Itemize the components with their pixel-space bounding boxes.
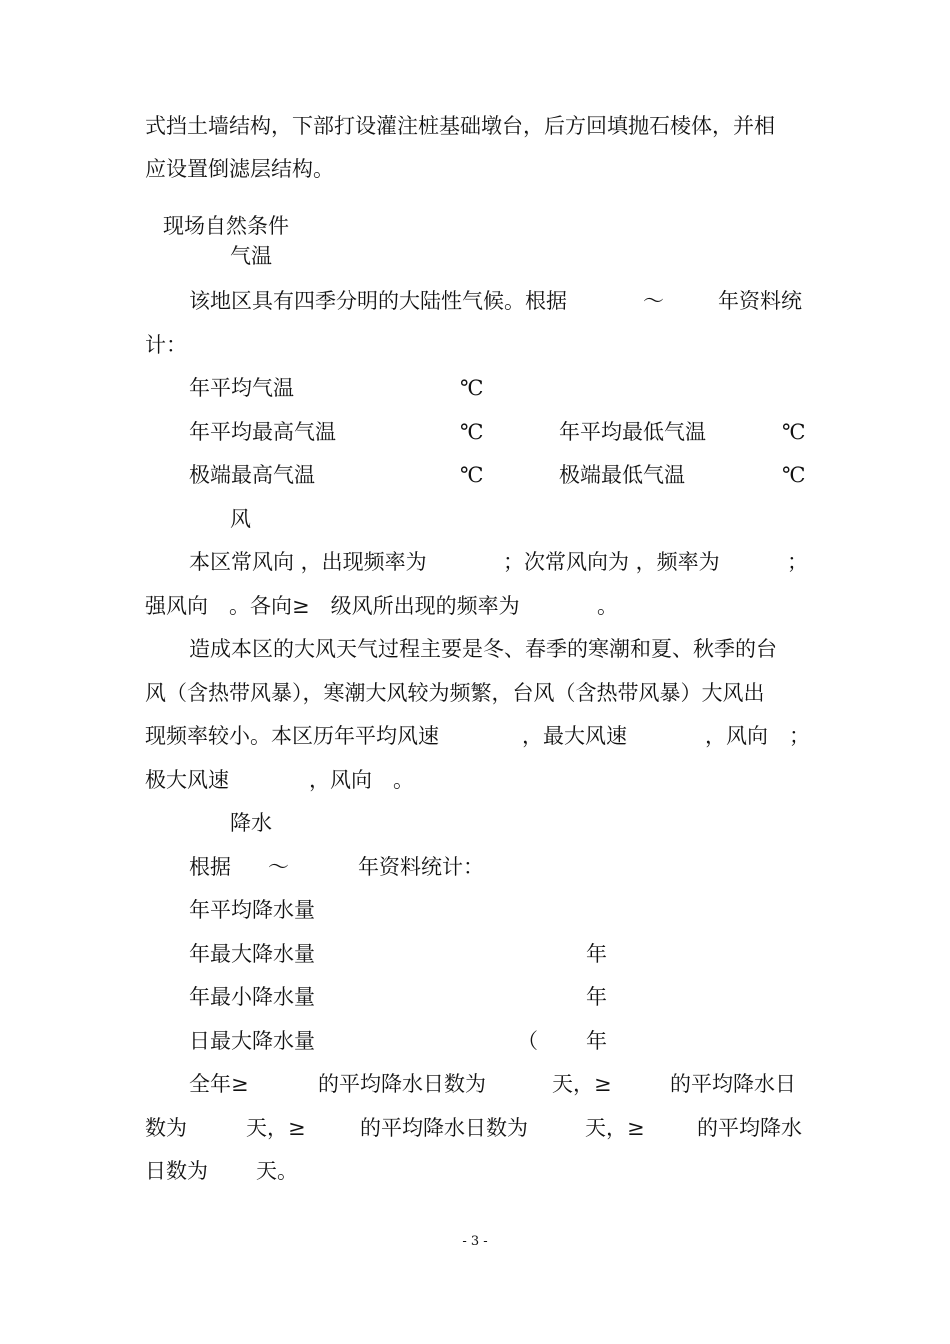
daily-max-precip-paren: （ bbox=[517, 1029, 538, 1053]
precip-days-line2-b: 天，≥ bbox=[246, 1116, 306, 1140]
wind-p1-line1-c: ； bbox=[787, 550, 808, 574]
avg-low-temp-unit: ℃ bbox=[782, 420, 806, 444]
annual-max-precip-year: 年 bbox=[586, 942, 607, 966]
avg-high-temp-label: 年平均最高气温 bbox=[189, 420, 336, 444]
temperature-intro-b: 年资料统 bbox=[718, 289, 802, 313]
precip-days-line1-d: 的平均降水日 bbox=[670, 1072, 796, 1096]
intro-line-2: 应设置倒滤层结构。 bbox=[145, 157, 334, 181]
precip-days-line2-a: 数为 bbox=[145, 1116, 187, 1140]
page-number: - 3 - bbox=[462, 1234, 488, 1249]
annual-max-precip-label: 年最大降水量 bbox=[189, 942, 315, 966]
wind-p1-line2-b: 。 bbox=[597, 594, 618, 618]
precip-days-line1-c: 天，≥ bbox=[552, 1072, 612, 1096]
precip-days-line2-e: 的平均降水 bbox=[697, 1116, 802, 1140]
extreme-high-temp-label: 极端最高气温 bbox=[189, 463, 315, 487]
wind-p2-line4-b: ，风向 。 bbox=[309, 768, 414, 792]
extreme-low-temp-label: 极端最低气温 bbox=[559, 463, 685, 487]
wind-p2-line2: 风（含热带风暴），寒潮大风较为频繁，台风（含热带风暴）大风出 bbox=[145, 681, 765, 705]
precip-days-line2-c: 的平均降水日数为 bbox=[360, 1116, 528, 1140]
avg-low-temp-label: 年平均最低气温 bbox=[559, 420, 706, 444]
extreme-low-temp-unit: ℃ bbox=[782, 463, 806, 487]
precipitation-source-b: 年资料统计： bbox=[358, 855, 484, 879]
avg-high-temp-unit: ℃ bbox=[460, 420, 484, 444]
wind-p1-line2-a: 强风向 。各向≥ 级风所出现的频率为 bbox=[145, 594, 520, 618]
precip-days-line3-b: 天。 bbox=[256, 1159, 298, 1183]
precip-days-line1-a: 全年≥ bbox=[189, 1072, 249, 1096]
precipitation-source-tilde: ～ bbox=[268, 855, 289, 879]
wind-p2-line1: 造成本区的大风天气过程主要是冬、春季的寒潮和夏、秋季的台 bbox=[189, 637, 777, 661]
daily-max-precip-label: 日最大降水量 bbox=[189, 1029, 315, 1053]
wind-p2-line4-a: 极大风速 bbox=[145, 768, 229, 792]
intro-line-1: 式挡土墙结构，下部打设灌注桩基础墩台，后方回填抛石棱体，并相 bbox=[145, 114, 775, 138]
precip-days-line1-b: 的平均降水日数为 bbox=[318, 1072, 486, 1096]
extreme-high-temp-unit: ℃ bbox=[460, 463, 484, 487]
annual-min-precip-label: 年最小降水量 bbox=[189, 985, 315, 1009]
section-title: 现场自然条件 bbox=[163, 214, 289, 238]
avg-temp-unit: ℃ bbox=[460, 376, 484, 400]
wind-p1-line1-a: 本区常风向 ，出现频率为 bbox=[189, 550, 427, 574]
wind-p2-line3-c: ，风向 ； bbox=[705, 724, 810, 748]
wind-p2-line3-b: ，最大风速 bbox=[522, 724, 627, 748]
avg-temp-label: 年平均气温 bbox=[189, 376, 294, 400]
wind-p1-line1-b: ；次常风向为 ，频率为 bbox=[503, 550, 720, 574]
precip-days-line2-d: 天，≥ bbox=[585, 1116, 645, 1140]
wind-heading: 风 bbox=[230, 507, 251, 531]
annual-min-precip-year: 年 bbox=[586, 985, 607, 1009]
temperature-intro-tilde: ～ bbox=[643, 289, 664, 313]
daily-max-precip-year: 年 bbox=[586, 1029, 607, 1053]
annual-avg-precip-label: 年平均降水量 bbox=[189, 898, 315, 922]
wind-p2-line3-a: 现频率较小。本区历年平均风速 bbox=[145, 724, 439, 748]
precip-days-line3-a: 日数为 bbox=[145, 1159, 208, 1183]
precipitation-heading: 降水 bbox=[230, 811, 272, 835]
temperature-heading: 气温 bbox=[230, 244, 272, 268]
temperature-intro-a: 该地区具有四季分明的大陆性气候。根据 bbox=[189, 289, 567, 313]
precipitation-source-a: 根据 bbox=[189, 855, 231, 879]
temperature-intro-line-2: 计： bbox=[145, 333, 187, 357]
